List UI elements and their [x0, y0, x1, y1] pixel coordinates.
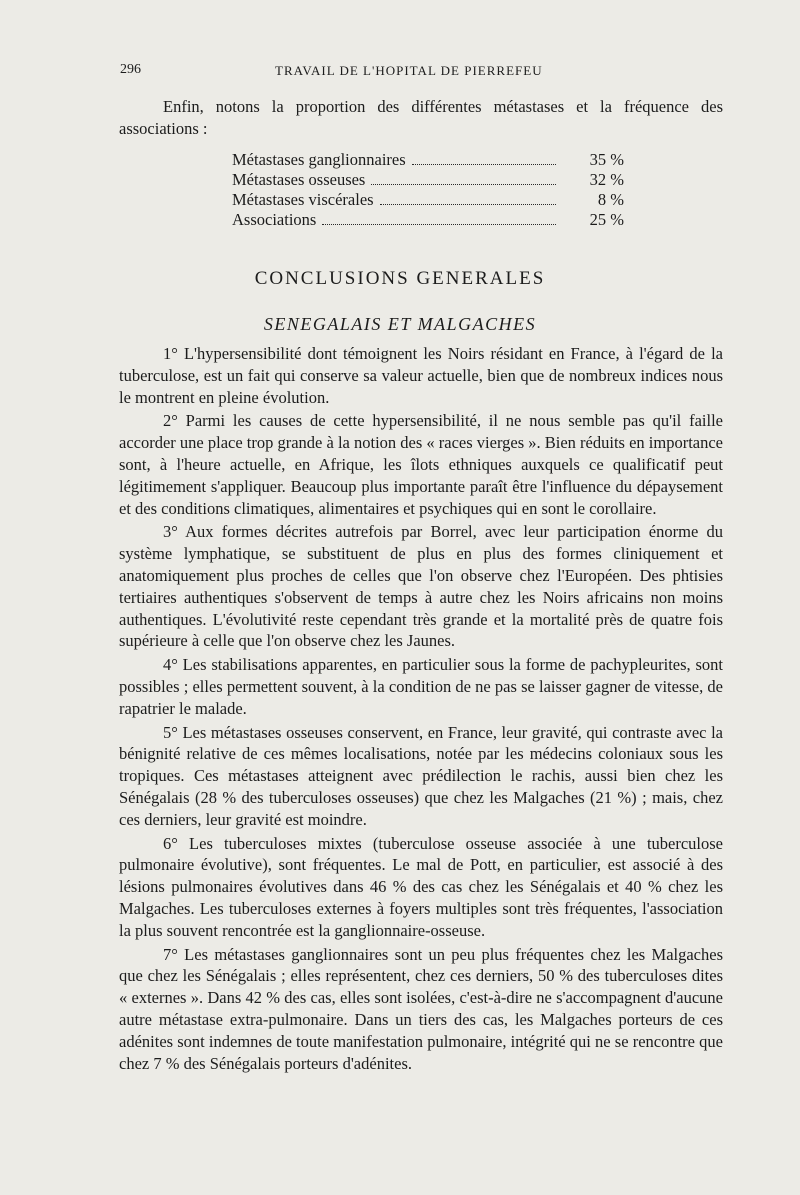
conclusion-paragraph: 1° L'hypersensibilité dont témoignent les Noirs résidant en France, à l'égard de la tuberculose, est un fait qui conserve sa valeur actuelle, bien que de nombreux indices nous le montrent en pleine évolution. [119, 344, 723, 407]
conclusion-paragraph: 4° Les stabilisations apparentes, en particulier sous la forme de pachypleurites, sont possibles ; elles permettent souvent, à la condition de ne pas se laisser gagner de vitesse, de rapatrier le malade. [119, 655, 723, 718]
conclusion-paragraph: 3° Aux formes décrites autrefois par Borrel, avec leur participation énorme du système lymphatique, se substituent de plus en plus des formes cliniquement et anatomiquement plus proches de celles que l'on observe chez l'Européen. Des phtisies tertiaires authentiques s'observent de temps à autre chez les Noirs africains non moins authentiques. L'évolutivité reste cependant très grande et la mortalité près de quatre fois supérieure à celle que l'on observe chez les Jaunes. [119, 522, 723, 651]
stat-label: Métastases osseuses [232, 170, 366, 189]
section-title: CONCLUSIONS GENERALES [254, 268, 546, 289]
intro-block [119, 96, 723, 140]
intro-paragraph: Enfin, notons la proportion des différentes métastases et la fréquence des associations : [119, 97, 723, 138]
dot-leader [322, 224, 556, 225]
stat-value: 8 % [597, 190, 624, 209]
stat-value: 35 % [589, 150, 624, 169]
stat-row [232, 190, 624, 210]
stat-value: 32 % [589, 170, 624, 189]
conclusion-paragraph: 7° Les métastases ganglionnaires sont un peu plus fréquentes chez les Malgaches que chez les Sénégalais ; elles représentent, chez ces derniers, 50 % des tuberculoses dites « externes ». Dans 42 % des cas, elles sont isolées, c'est-à-dire ne s'accompagnent d'aucune autre métastase extra-pulmonaire. Dans un tiers des cas, les Malgaches porteurs de ces adénites sont indemnes de toute manifestation pulmonaire, intégrité qui ne se rencontre que chez 7 % des Sénégalais porteurs d'adénites. [119, 944, 723, 1073]
conclusions-list [119, 343, 723, 1076]
stat-label: Associations [232, 210, 317, 229]
stat-row [232, 150, 624, 170]
dot-leader [371, 184, 556, 185]
running-title: TRAVAIL DE L'HOPITAL DE PIERREFEU [275, 63, 543, 78]
stat-label: Métastases viscérales [232, 190, 374, 209]
stat-row [232, 210, 624, 230]
stat-label: Métastases ganglionnaires [232, 150, 406, 169]
conclusion-paragraph: 5° Les métastases osseuses conservent, en France, leur gravité, qui contraste avec la bénignité relative de ces mêmes localisations, notée par les médecins coloniaux sous les tropiques. Ces métastases atteignent avec prédilection le rachis, aussi bien chez les Sénégalais (28 % des tuberculoses osseuses) que chez les Malgaches (21 %) ; mais, chez ces derniers, leur gravité est moindre. [119, 722, 723, 829]
page-header [120, 62, 720, 82]
metastases-stats-list [232, 150, 624, 230]
page-number: 296 [120, 62, 141, 77]
dot-leader [412, 164, 556, 165]
conclusion-paragraph: 2° Parmi les causes de cette hypersensibilité, il ne nous semble pas qu'il faille accorder une place trop grande à la notion des « races vierges ». Bien réduits en importance sont, à l'heure actuelle, en Afrique, les îlots ethniques auxquels ce qualificatif peut légitimement s'appliquer. Beaucoup plus importante paraît être l'influence du dépaysement et des conditions climatiques, alimentaires et psychiques qui en sont le corollaire. [119, 411, 723, 518]
stat-value: 25 % [589, 210, 624, 229]
stat-row [232, 170, 624, 190]
conclusion-paragraph: 6° Les tuberculoses mixtes (tuberculose osseuse associée à une tuberculose pulmonaire évolutive), sont fréquentes. Le mal de Pott, en particulier, est associé à des lésions pulmonaires évolutives dans 46 % des cas chez les Sénégalais et 40 % chez les Malgaches. Les tuberculoses externes à foyers multiples sont très fréquentes, l'association la plus souvent rencontrée est la ganglionnaire-osseuse. [119, 833, 723, 940]
section-subtitle: SENEGALAIS ET MALGACHES [263, 314, 537, 334]
dot-leader [380, 204, 556, 205]
